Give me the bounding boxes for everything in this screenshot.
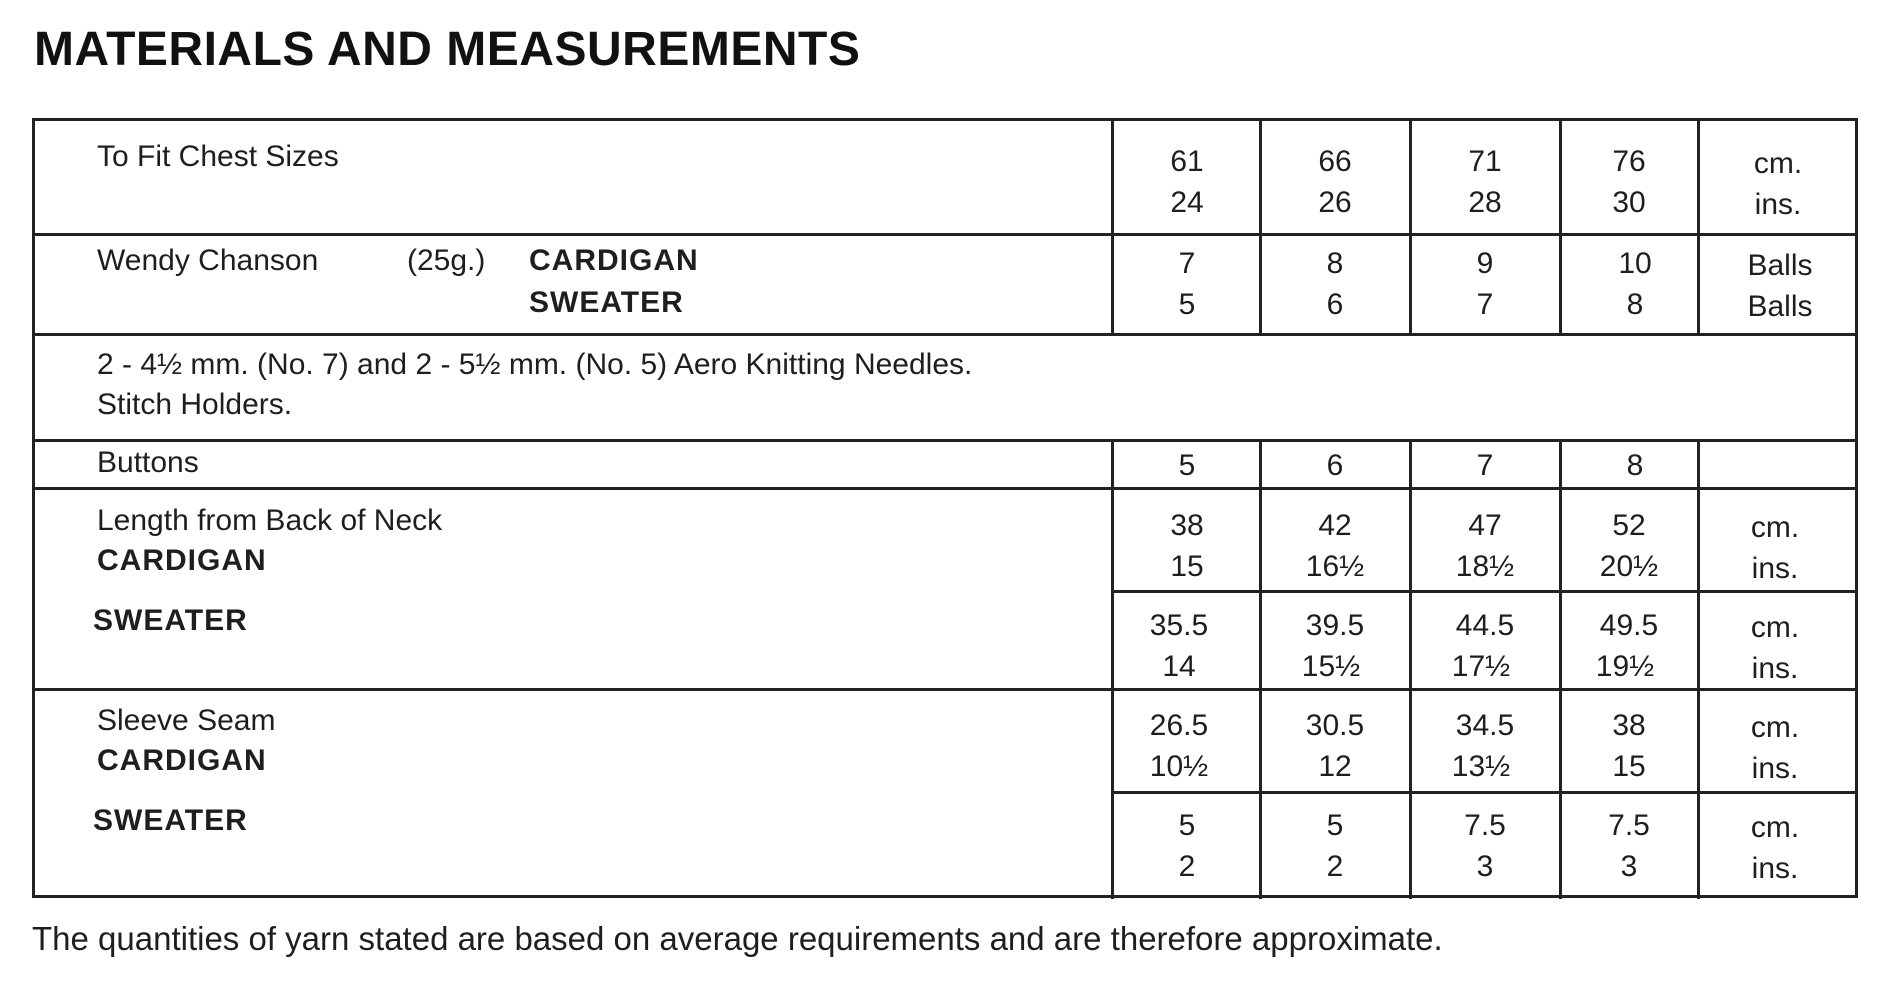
yarn-weight-label: (25g.) — [407, 244, 486, 277]
yarn-size-4-sweater: 8 — [1626, 288, 1644, 321]
length-sweater-3-ins: 17½ — [1451, 650, 1511, 683]
length-cardigan-unit-ins: ins. — [1751, 552, 1799, 585]
page-title: MATERIALS AND MEASUREMENTS — [34, 23, 861, 76]
sleeve-cardigan-4-ins: 15 — [1612, 750, 1646, 783]
buttons-size-3: 7 — [1476, 449, 1494, 482]
length-cardigan-label: CARDIGAN — [97, 544, 267, 577]
length-cardigan-1-ins: 15 — [1170, 550, 1204, 583]
length-label: Length from Back of Neck — [97, 504, 443, 537]
sleeve-label: Sleeve Seam — [97, 704, 276, 737]
yarn-size-2-sweater: 6 — [1326, 288, 1344, 321]
sleeve-cardigan-1-ins: 10½ — [1149, 750, 1209, 783]
sleeve-sweater-1-ins: 2 — [1178, 850, 1196, 883]
length-sweater-1-ins: 14 — [1162, 650, 1196, 683]
stitch-holders-text: Stitch Holders. — [97, 388, 293, 421]
sleeve-cardigan-label: CARDIGAN — [97, 744, 267, 777]
chest-size-3-ins: 28 — [1468, 186, 1502, 219]
yarn-size-1-cardigan: 7 — [1178, 247, 1196, 280]
length-cardigan-1-cm: 38 — [1170, 509, 1204, 542]
length-sweater-4-cm: 49.5 — [1599, 609, 1659, 642]
sleeve-cardigan-3-ins: 13½ — [1451, 750, 1511, 783]
measurements-table — [32, 118, 1858, 898]
length-sweater-2-ins: 15½ — [1301, 650, 1361, 683]
yarn-size-2-cardigan: 8 — [1326, 247, 1344, 280]
length-cardigan-3-ins: 18½ — [1455, 550, 1515, 583]
buttons-size-1: 5 — [1178, 449, 1196, 482]
row-divider — [35, 333, 1855, 336]
chest-size-4-ins: 30 — [1612, 186, 1646, 219]
row-divider — [1111, 791, 1855, 794]
length-sweater-unit-ins: ins. — [1751, 652, 1799, 685]
sleeve-cardigan-3-cm: 34.5 — [1455, 709, 1515, 742]
length-sweater-unit-cm: cm. — [1750, 611, 1800, 644]
sleeve-sweater-4-cm: 7.5 — [1608, 809, 1650, 842]
length-cardigan-unit-cm: cm. — [1750, 511, 1800, 544]
chest-unit-cm: cm. — [1753, 147, 1803, 180]
sleeve-sweater-3-cm: 7.5 — [1464, 809, 1506, 842]
yarn-sweater-label: SWEATER — [529, 286, 684, 319]
row-divider — [1111, 590, 1855, 593]
yarn-quantity-note: The quantities of yarn stated are based on average requirements and are therefore approximate. — [32, 920, 1443, 957]
chest-size-2-cm: 66 — [1318, 145, 1352, 178]
row-divider — [35, 233, 1855, 236]
length-cardigan-3-cm: 47 — [1468, 509, 1502, 542]
yarn-unit-cardigan: Balls — [1747, 249, 1813, 282]
column-divider — [1111, 121, 1114, 334]
row-divider — [35, 688, 1855, 691]
yarn-size-3-cardigan: 9 — [1476, 247, 1494, 280]
sleeve-sweater-unit-ins: ins. — [1751, 852, 1799, 885]
sleeve-sweater-1-cm: 5 — [1178, 809, 1196, 842]
chest-size-4-cm: 76 — [1612, 145, 1646, 178]
length-cardigan-4-ins: 20½ — [1599, 550, 1659, 583]
length-cardigan-4-cm: 52 — [1612, 509, 1646, 542]
length-sweater-2-cm: 39.5 — [1305, 609, 1365, 642]
chest-size-1-cm: 61 — [1170, 145, 1204, 178]
needles-text: 2 - 4½ mm. (No. 7) and 2 - 5½ mm. (No. 5) Aero Knitting Needles. — [97, 348, 973, 381]
sleeve-cardigan-2-cm: 30.5 — [1305, 709, 1365, 742]
sleeve-cardigan-unit-ins: ins. — [1751, 752, 1799, 785]
yarn-unit-sweater: Balls — [1747, 290, 1813, 323]
yarn-name-label: Wendy Chanson — [97, 244, 319, 277]
yarn-size-3-sweater: 7 — [1476, 288, 1494, 321]
sleeve-sweater-unit-cm: cm. — [1750, 811, 1800, 844]
length-sweater-1-cm: 35.5 — [1149, 609, 1209, 642]
buttons-label: Buttons — [97, 446, 199, 479]
chest-size-1-ins: 24 — [1170, 186, 1204, 219]
sleeve-sweater-label: SWEATER — [93, 804, 248, 837]
column-divider — [1259, 121, 1262, 334]
length-cardigan-2-ins: 16½ — [1305, 550, 1365, 583]
buttons-size-4: 8 — [1626, 449, 1644, 482]
sleeve-sweater-3-ins: 3 — [1476, 850, 1494, 883]
length-cardigan-2-cm: 42 — [1318, 509, 1352, 542]
sleeve-cardigan-2-ins: 12 — [1318, 750, 1352, 783]
sleeve-sweater-2-cm: 5 — [1326, 809, 1344, 842]
row-divider — [35, 439, 1855, 442]
length-sweater-label: SWEATER — [93, 604, 248, 637]
row-divider — [35, 487, 1855, 490]
length-sweater-4-ins: 19½ — [1595, 650, 1655, 683]
yarn-cardigan-label: CARDIGAN — [529, 244, 699, 277]
chest-size-2-ins: 26 — [1318, 186, 1352, 219]
yarn-size-4-cardigan: 10 — [1618, 247, 1652, 280]
length-sweater-3-cm: 44.5 — [1455, 609, 1515, 642]
buttons-size-2: 6 — [1326, 449, 1344, 482]
chest-unit-ins: ins. — [1754, 188, 1802, 221]
sleeve-cardigan-1-cm: 26.5 — [1149, 709, 1209, 742]
sleeve-sweater-2-ins: 2 — [1326, 850, 1344, 883]
chest-size-3-cm: 71 — [1468, 145, 1502, 178]
sleeve-cardigan-unit-cm: cm. — [1750, 711, 1800, 744]
sleeve-sweater-4-ins: 3 — [1620, 850, 1638, 883]
sleeve-cardigan-4-cm: 38 — [1612, 709, 1646, 742]
chest-size-label: To Fit Chest Sizes — [97, 140, 339, 173]
column-divider — [1409, 121, 1412, 334]
yarn-size-1-sweater: 5 — [1178, 288, 1196, 321]
